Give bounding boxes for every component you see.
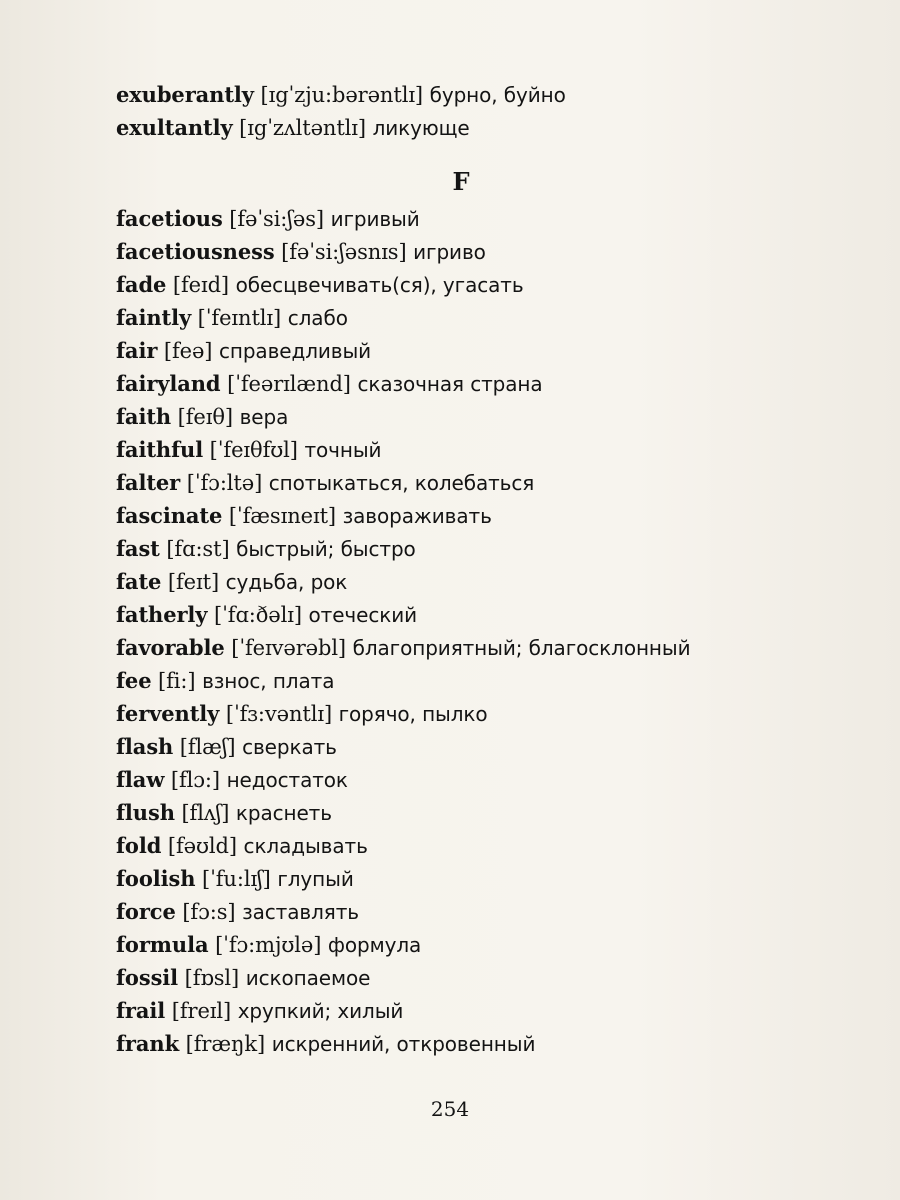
entry-transcription: [ˈfu:lɪʃ] (201, 867, 271, 891)
entry-meaning: вера (239, 405, 289, 429)
entry-meaning: складывать (243, 834, 368, 858)
entry-headword: fate (116, 569, 162, 594)
entry-meaning: завораживать (342, 504, 492, 528)
entry-meaning: недостаток (226, 768, 348, 792)
entry-meaning: сверкать (242, 735, 337, 759)
entry-transcription: [fəˈsi:ʃəsnɪs] (281, 240, 407, 264)
dictionary-entry (116, 301, 836, 334)
entry-transcription: [ɪgˈzʌltəntlɪ] (239, 116, 366, 140)
entry-transcription: [ˈfɑ:ðəlɪ] (214, 603, 302, 627)
entry-transcription: [fɒsl] (184, 966, 240, 990)
dictionary-entry (116, 829, 836, 862)
dictionary-entry (116, 111, 836, 144)
entry-transcription: [fɑ:st] (166, 537, 230, 561)
entry-headword: faith (116, 404, 172, 429)
dictionary-entry (116, 532, 836, 565)
dictionary-entry (116, 961, 836, 994)
entry-headword: fervently (116, 701, 220, 726)
dictionary-entry (116, 466, 836, 499)
entry-meaning: сказочная страна (357, 372, 543, 396)
entry-headword: flush (116, 800, 175, 825)
entries-f-list (116, 202, 836, 1060)
entry-headword: exultantly (116, 115, 233, 140)
entry-meaning: краснеть (235, 801, 332, 825)
entry-meaning: формула (327, 933, 422, 957)
dictionary-entry (116, 895, 836, 928)
entry-meaning: отеческий (308, 603, 418, 627)
entry-meaning: слабо (287, 306, 348, 330)
entry-headword: formula (116, 932, 209, 957)
dictionary-entry (116, 763, 836, 796)
dictionary-entry (116, 235, 836, 268)
entry-transcription: [ˈfɜ:vəntlɪ] (225, 702, 333, 726)
entry-headword: fee (116, 668, 152, 693)
entry-transcription: [fræŋk] (185, 1032, 266, 1056)
entry-meaning: спотыкаться, колебаться (268, 471, 535, 495)
entry-transcription: [feɪd] (172, 273, 230, 297)
dictionary-entry (116, 1027, 836, 1060)
entry-transcription: [flɔ:] (170, 768, 220, 792)
entry-transcription: [ˈfeɪvərəbl] (231, 636, 347, 660)
entry-transcription: [ˈfæsɪneɪt] (228, 504, 337, 528)
entry-meaning: искренний, откровенный (271, 1032, 536, 1056)
entry-transcription: [flʌʃ] (181, 801, 230, 825)
entry-headword: exuberantly (116, 82, 254, 107)
dictionary-entry (116, 268, 836, 301)
entry-headword: fold (116, 833, 162, 858)
entry-transcription: [fi:] (158, 669, 196, 693)
entry-headword: faithful (116, 437, 204, 462)
entry-headword: fairyland (116, 371, 221, 396)
dictionary-entry (116, 862, 836, 895)
dictionary-entry (116, 400, 836, 433)
entry-meaning: ликующе (372, 116, 470, 140)
entry-meaning: заставлять (242, 900, 359, 924)
dictionary-entry (116, 499, 836, 532)
entry-headword: flash (116, 734, 174, 759)
entries-top-list (116, 78, 836, 144)
dictionary-entry (116, 730, 836, 763)
dictionary-entry (116, 697, 836, 730)
entry-meaning: точный (304, 438, 382, 462)
entry-headword: force (116, 899, 176, 924)
entry-headword: fascinate (116, 503, 223, 528)
entry-meaning: бурно, буйно (429, 83, 566, 107)
section-letter-heading: F (452, 167, 470, 196)
entry-meaning: ископаемое (245, 966, 371, 990)
entry-headword: fossil (116, 965, 179, 990)
entry-headword: fatherly (116, 602, 208, 627)
entry-meaning: хрупкий; хилый (237, 999, 404, 1023)
dictionary-entry (116, 598, 836, 631)
entry-meaning: глупый (277, 867, 354, 891)
entry-meaning: благоприятный; благосклонный (352, 636, 691, 660)
entry-transcription: [ɪgˈzju:bərəntlɪ] (260, 83, 424, 107)
entry-meaning: игривый (330, 207, 420, 231)
entry-meaning: горячо, пылко (338, 702, 488, 726)
entry-headword: faintly (116, 305, 192, 330)
dictionary-entry (116, 367, 836, 400)
dictionary-entries (116, 78, 836, 1060)
entry-headword: falter (116, 470, 181, 495)
entry-meaning: взнос, плата (202, 669, 335, 693)
dictionary-entry (116, 631, 836, 664)
entry-meaning: справедливый (218, 339, 372, 363)
entry-headword: fade (116, 272, 167, 297)
entry-transcription: [freɪl] (171, 999, 232, 1023)
page-number: 254 (430, 1097, 470, 1121)
entry-transcription: [fəʊld] (167, 834, 237, 858)
entry-transcription: [feɪt] (167, 570, 220, 594)
dictionary-entry (116, 796, 836, 829)
entry-headword: flaw (116, 767, 165, 792)
entry-transcription: [feɪθ] (177, 405, 234, 429)
dictionary-entry (116, 334, 836, 367)
entry-transcription: [flæʃ] (179, 735, 236, 759)
entry-meaning: игриво (413, 240, 486, 264)
entry-headword: frank (116, 1031, 180, 1056)
entry-headword: frail (116, 998, 166, 1023)
entry-meaning: быстрый; быстро (236, 537, 416, 561)
entry-meaning: судьба, рок (225, 570, 348, 594)
entry-meaning: обесцвечивать(ся), угасать (235, 273, 524, 297)
entry-transcription: [feə] (163, 339, 213, 363)
entry-headword: foolish (116, 866, 196, 891)
entry-headword: favorable (116, 635, 225, 660)
entry-headword: fair (116, 338, 158, 363)
dictionary-entry (116, 78, 836, 111)
entry-transcription: [fəˈsi:ʃəs] (229, 207, 324, 231)
dictionary-entry (116, 433, 836, 466)
entry-transcription: [ˈfɔ:ltə] (186, 471, 263, 495)
entry-headword: facetiousness (116, 239, 275, 264)
entry-transcription: [ˈfeɪntlɪ] (197, 306, 282, 330)
dictionary-entry (116, 928, 836, 961)
entry-headword: facetious (116, 206, 223, 231)
dictionary-entry (116, 664, 836, 697)
entry-transcription: [fɔ:s] (182, 900, 236, 924)
entry-transcription: [ˈfɔ:mjʊlə] (215, 933, 322, 957)
entry-headword: fast (116, 536, 160, 561)
entry-transcription: [ˈfeɪθfʊl] (209, 438, 298, 462)
entry-transcription: [ˈfeərɪlænd] (227, 372, 351, 396)
dictionary-entry (116, 202, 836, 235)
dictionary-entry (116, 565, 836, 598)
dictionary-entry (116, 994, 836, 1027)
